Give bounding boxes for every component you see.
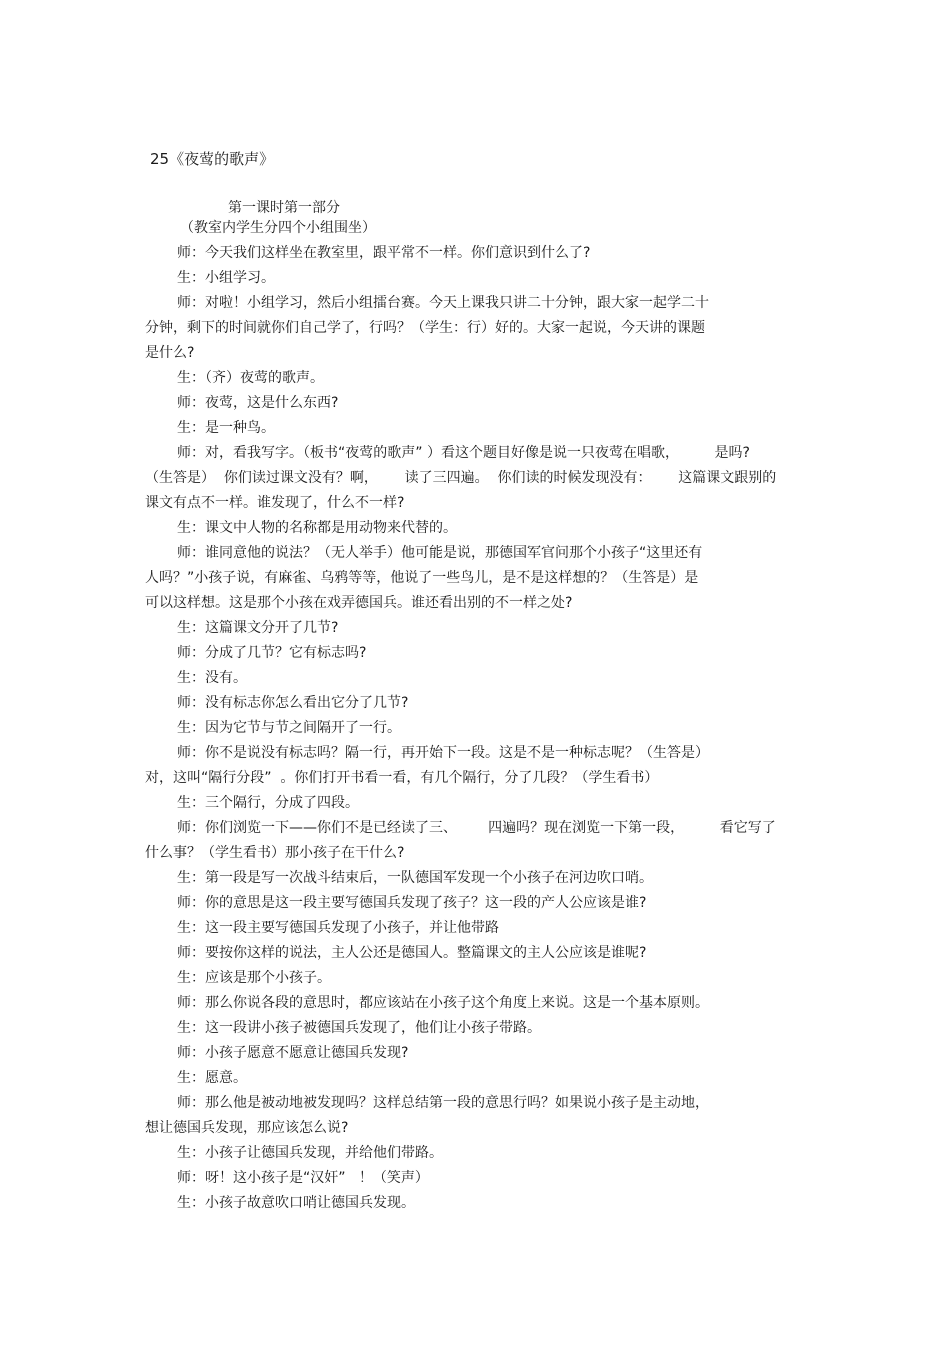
- text-line: 师：谁同意他的说法？（无人举手）他可能是说，那德国军官问那个小孩子“这里还有: [177, 545, 703, 561]
- text-line: 师：对啦！小组学习，然后小组擂台赛。今天上课我只讲二十分钟，跟大家一起学二十: [177, 295, 709, 311]
- text-line: 师：你们浏览一下——你们不是已经读了三、 四遍吗？现在浏览一下第一段， 看它写了: [177, 820, 776, 836]
- text-line: 生：没有。: [177, 670, 247, 686]
- text-line: 师：那么他是被动地被发现吗？这样总结第一段的意思行吗？如果说小孩子是主动地，: [177, 1095, 709, 1111]
- text-line: 师：你不是说没有标志吗？隔一行，再开始下一段。这是不是一种标志呢？（生答是）: [177, 745, 709, 761]
- text-line: 生：三个隔行，分成了四段。: [177, 795, 359, 811]
- text-line: 人吗？”小孩子说，有麻雀、乌鸦等等，他说了一些鸟儿，是不是这样想的？（生答是）是: [145, 570, 699, 586]
- text-line: 生：小孩子故意吹口哨让德国兵发现。: [177, 1195, 415, 1211]
- text-line: 生：这篇课文分开了几节?: [177, 620, 339, 636]
- text-line: 生：课文中人物的名称都是用动物来代替的。: [177, 520, 457, 536]
- text-line: （教室内学生分四个小组围坐）: [180, 220, 376, 236]
- text-line: 可以这样想。这是那个小孩在戏弄德国兵。谁还看出别的不一样之处?: [145, 595, 573, 611]
- text-line: 生：是一种鸟。: [177, 420, 275, 436]
- text-line: 师：没有标志你怎么看出它分了几节?: [177, 695, 409, 711]
- text-line: 师：呀！这小孩子是“汉奸” ！（笑声）: [177, 1170, 429, 1186]
- text-line: 师：要按你这样的说法，主人公还是德国人。整篇课文的主人公应该是谁呢?: [177, 945, 647, 961]
- text-line: 课文有点不一样。谁发现了，什么不一样?: [145, 495, 405, 511]
- text-line: 师：小孩子愿意不愿意让德国兵发现?: [177, 1045, 409, 1061]
- text-line: 生：应该是那个小孩子。: [177, 970, 331, 986]
- text-line: 什么事？（学生看书）那小孩子在干什么?: [145, 845, 405, 861]
- text-line: 师：你的意思是这一段主要写德国兵发现了孩子？这一段的产人公应该是谁?: [177, 895, 647, 911]
- text-line: 生：这一段主要写德国兵发现了小孩子，并让他带路: [177, 920, 499, 936]
- text-line: 想让德国兵发现，那应该怎么说?: [145, 1120, 349, 1136]
- text-line: 师：夜莺，这是什么东西?: [177, 395, 339, 411]
- text-line: 师：今天我们这样坐在教室里，跟平常不一样。你们意识到什么了?: [177, 245, 591, 261]
- text-line: 生：愿意。: [177, 1070, 247, 1086]
- text-line: 是什么?: [145, 345, 195, 361]
- text-line: 师：分成了几节？它有标志吗?: [177, 645, 367, 661]
- text-line: 对，这叫“隔行分段” 。你们打开书看一看，有几个隔行，分了几段？（学生看书）: [145, 770, 659, 786]
- text-line: 生：因为它节与节之间隔开了一行。: [177, 720, 401, 736]
- text-line: 生：小组学习。: [177, 270, 275, 286]
- document-title: 25《夜莺的歌声》: [150, 150, 275, 168]
- text-line: 分钟，剩下的时间就你们自己学了，行吗？（学生：行）好的。大家一起说，今天讲的课题: [145, 320, 705, 336]
- text-line: （生答是） 你们读过课文没有？啊， 读了三四遍。 你们读的时候发现没有： 这篇课文跟别的: [145, 470, 777, 486]
- lesson-subtitle: 第一课时第一部分: [228, 200, 340, 216]
- text-line: 师：对，看我写字。（板书“夜莺的歌声” ）看这个题目好像是说一只夜莺在唱歌， 是吗?: [177, 445, 750, 461]
- text-line: 生：（齐）夜莺的歌声。: [177, 370, 324, 386]
- text-line: 生：第一段是写一次战斗结束后，一队德国军发现一个小孩子在河边吹口哨。: [177, 870, 653, 886]
- text-line: 生：小孩子让德国兵发现，并给他们带路。: [177, 1145, 443, 1161]
- text-line: 师：那么你说各段的意思时，都应该站在小孩子这个角度上来说。这是一个基本原则。: [177, 995, 709, 1011]
- text-line: 生：这一段讲小孩子被德国兵发现了，他们让小孩子带路。: [177, 1020, 541, 1036]
